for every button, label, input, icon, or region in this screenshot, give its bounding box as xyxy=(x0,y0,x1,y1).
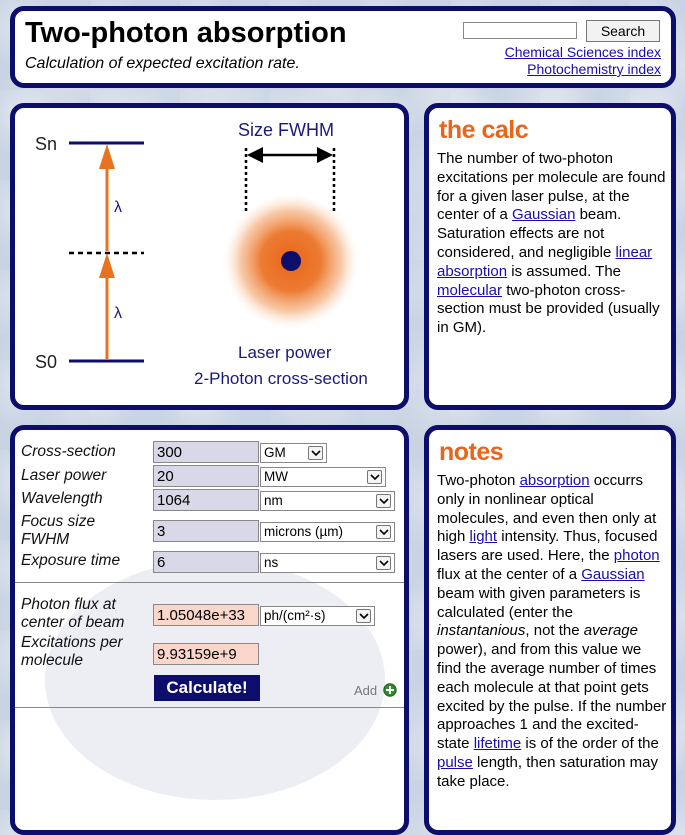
cross-section-label: 2-Photon cross-section xyxy=(194,369,368,388)
page-title: Two-photon absorption xyxy=(25,17,347,49)
notes-text-7: power), and from this value we find the average number of times each molecule at that point gets excited by the pulse. If the number approaches 1 and the excited-state xyxy=(437,641,667,753)
photon-flux-unit-select[interactable] xyxy=(260,606,375,626)
notes-text-9: length, then saturation may take place. xyxy=(437,753,658,790)
absorption-link[interactable]: absorption xyxy=(519,472,590,489)
upper-arrowhead xyxy=(99,144,115,169)
laser-power-unit: MW xyxy=(264,469,288,484)
absorption-link[interactable]: absorption xyxy=(437,262,508,280)
exposure-time-input[interactable]: 6 xyxy=(153,551,259,573)
laser-power-input[interactable]: 20 xyxy=(153,465,259,487)
notes-panel xyxy=(424,425,676,835)
two-photon-diagram xyxy=(15,108,404,405)
calculator-form-panel xyxy=(10,425,409,835)
calc-text-4: is assumed. The xyxy=(507,262,622,280)
wavelength-unit: nm xyxy=(264,493,283,508)
excitations-label: Excitations per molecule xyxy=(21,634,123,669)
exposure-time-unit-select[interactable] xyxy=(260,553,395,573)
laser-power-unit-select[interactable] xyxy=(260,467,386,487)
cross-section-label: Cross-section xyxy=(21,443,116,460)
photon-flux-unit: ph/(cm²·s) xyxy=(264,608,326,623)
form-divider-bottom xyxy=(15,707,404,708)
notes-text-8: is of the order of the xyxy=(521,735,659,753)
photon-link[interactable]: photon xyxy=(613,547,660,565)
calc-text-1: The number of two-photon excitations per molecule are found for a given laser pulse, at the center of a xyxy=(437,150,666,224)
calc-text-5: two-photon cross-section must be provided (usually in GM). xyxy=(437,281,660,337)
add-icon[interactable] xyxy=(383,683,397,697)
photochemistry-index-link[interactable]: Photochemistry index xyxy=(527,61,661,77)
cross-section-unit: GM xyxy=(264,445,286,460)
chevron-down-icon xyxy=(367,470,382,484)
focus-size-label: Focus size FWHM xyxy=(21,513,96,548)
notes-emphasis-average: average xyxy=(583,622,638,640)
calc-text-2: beam. Saturation effects are not considered, and negligible xyxy=(437,206,622,261)
chevron-down-icon xyxy=(376,494,391,508)
focus-size-unit-select[interactable] xyxy=(260,522,395,542)
photon-flux-label: Photon flux at center of beam xyxy=(21,596,125,631)
notes-text-3: intensity. Thus, focused lasers are used. Here, the xyxy=(437,528,658,565)
lambda-upper-label: λ xyxy=(114,199,122,216)
exposure-time-label: Exposure time xyxy=(21,552,121,569)
notes-text-4: flux at the center of a xyxy=(437,565,582,583)
cross-section-input[interactable]: 300 xyxy=(153,441,259,463)
excitations-output: 9.93159e+9 xyxy=(153,643,259,665)
chevron-down-icon xyxy=(356,609,371,623)
wavelength-unit-select[interactable] xyxy=(260,491,395,511)
notes-text-6: , not the xyxy=(525,622,584,640)
notes-text-1: Two-photon xyxy=(437,472,520,489)
notes-text-2: occurrs only in nonlinear optical molecules, and even then only at high xyxy=(437,472,657,546)
search-button[interactable]: Search xyxy=(586,20,660,42)
laser-power-field-label: Laser power xyxy=(21,467,107,484)
light-link[interactable]: light xyxy=(469,528,498,546)
cross-section-unit-select[interactable] xyxy=(260,443,327,463)
calc-description xyxy=(437,150,669,338)
chevron-down-icon xyxy=(376,556,391,570)
lambda-lower-label: λ xyxy=(114,305,122,322)
notes-text-5: beam with given parameters is calculated (enter the xyxy=(437,584,641,621)
laser-power-label: Laser power xyxy=(238,343,332,362)
chevron-down-icon xyxy=(308,446,323,460)
chevron-down-icon xyxy=(376,525,391,539)
lower-arrowhead xyxy=(99,253,115,278)
focus-size-unit: microns (µm) xyxy=(264,524,344,539)
calc-title: the calc xyxy=(439,116,529,144)
chemical-sciences-index-link[interactable]: Chemical Sciences index xyxy=(504,44,661,60)
molecule-dot xyxy=(281,251,301,271)
fwhm-arrow-left xyxy=(247,147,263,163)
molecular-link[interactable]: molecular xyxy=(437,281,503,299)
page-subtitle: Calculation of expected excitation rate. xyxy=(25,55,300,72)
photon-flux-output: 1.05048e+33 xyxy=(153,604,259,626)
diagram-panel xyxy=(10,103,409,410)
form-divider-top xyxy=(15,582,404,583)
fwhm-arrow-right xyxy=(317,147,333,163)
lifetime-link[interactable]: lifetime xyxy=(473,735,522,753)
focus-size-input[interactable]: 3 xyxy=(153,520,259,542)
add-link[interactable]: Add xyxy=(354,683,378,698)
notes-description xyxy=(437,472,669,792)
exposure-time-unit: ns xyxy=(264,555,279,570)
header-panel xyxy=(10,6,676,88)
notes-emphasis-instantanious: instantanious xyxy=(437,622,526,640)
wavelength-label: Wavelength xyxy=(21,490,103,507)
pulse-link[interactable]: pulse xyxy=(437,753,473,771)
calculate-button[interactable]: Calculate! xyxy=(154,675,260,701)
wavelength-input[interactable]: 1064 xyxy=(153,489,259,511)
s0-label: S0 xyxy=(35,352,58,372)
calc-panel xyxy=(424,103,676,410)
sn-label: Sn xyxy=(35,134,58,154)
search-input[interactable] xyxy=(463,22,577,39)
linear-link[interactable]: linear xyxy=(615,243,653,261)
notes-title: notes xyxy=(439,438,504,466)
gaussian-link[interactable]: Gaussian xyxy=(581,565,645,583)
size-fwhm-label: Size FWHM xyxy=(238,120,334,140)
gaussian-link[interactable]: Gaussian xyxy=(512,206,576,224)
